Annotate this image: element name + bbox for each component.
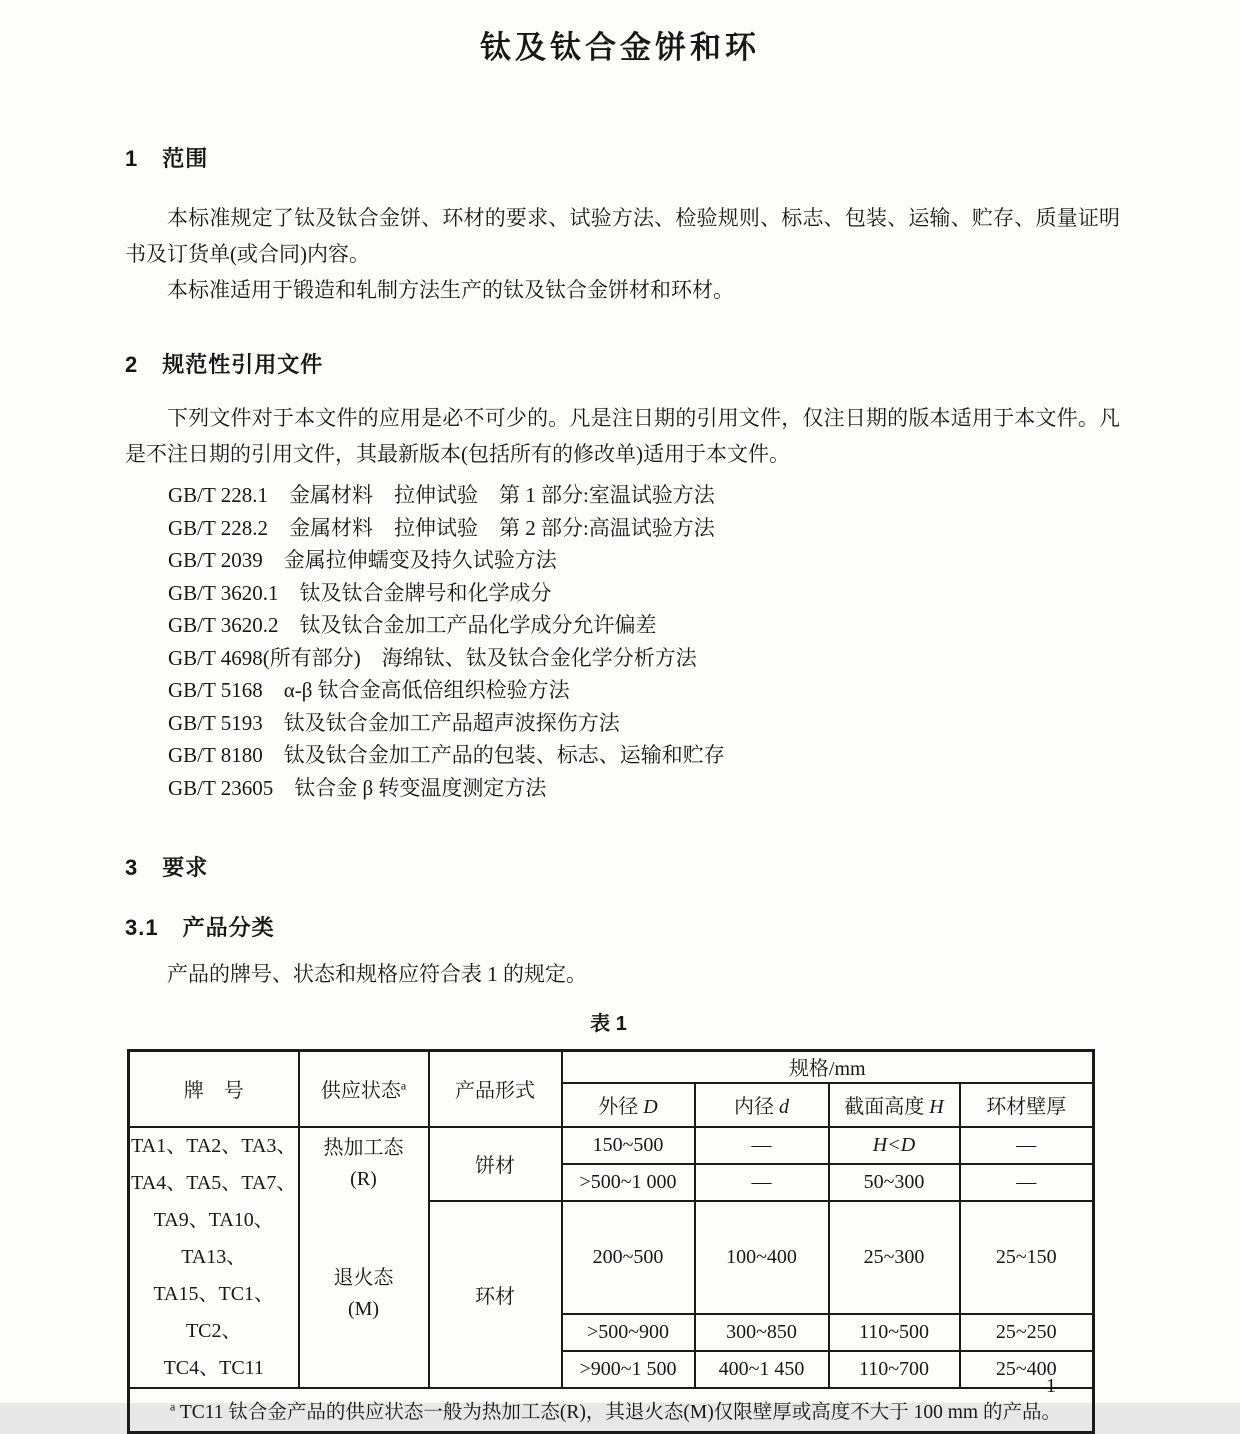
spec-cell: >500~900 (562, 1314, 695, 1351)
reference-item: GB/T 228.1 金属材料 拉伸试验 第 1 部分:室温试验方法 (168, 483, 715, 507)
scope-paragraph-2: 本标准适用于锻造和轧制方法生产的钛及钛合金饼材和环材。 (167, 278, 734, 302)
supply-state-hot-cell (299, 1127, 429, 1201)
footnote-superscript: a (170, 1399, 176, 1414)
spec-cell: >900~1 500 (562, 1351, 695, 1388)
product-form-header (429, 1051, 562, 1127)
spec-cell: 25~400 (960, 1351, 1094, 1388)
grade-line: TA4、TA5、TA7、 (131, 1171, 297, 1194)
supply-state-annealed-code: (M) (347, 1297, 380, 1320)
wall-thickness-header (960, 1083, 1094, 1127)
document-title: 钛及钛合金饼和环 (480, 30, 760, 65)
spec-cell: 200~500 (562, 1201, 695, 1314)
supply-state-superscript: a (400, 1078, 407, 1093)
scope-heading (125, 142, 208, 173)
spec-cell: 100~400 (695, 1201, 829, 1314)
spec-cell: 25~250 (960, 1314, 1094, 1351)
scope-body (125, 200, 1120, 308)
table-1 (127, 1049, 1095, 1434)
spec-cell: — (960, 1164, 1094, 1201)
scope-paragraph-1: 本标准规定了钛及钛合金饼、环材的要求、试验方法、检验规则、标志、包装、运输、贮存、质量证明书及订货单(或合同)内容。 (125, 206, 1120, 266)
spec-cell: — (695, 1127, 829, 1164)
supply-state-header-label: 供应状态 (320, 1080, 401, 1103)
supply-state-hot-code: (R) (350, 1168, 377, 1190)
supply-state-annealed-cell (299, 1201, 429, 1388)
grade-cell (129, 1127, 299, 1388)
grade-line: TA1、TA2、TA3、 (131, 1134, 297, 1157)
inner-diameter-label: 内径 (734, 1096, 779, 1118)
outer-diameter-symbol: D (643, 1096, 658, 1118)
product-form-ring-cell: 环材 (429, 1201, 562, 1388)
outer-diameter-label: 外径 (598, 1096, 644, 1118)
inner-diameter-header (695, 1083, 829, 1127)
classification-body (125, 956, 1120, 992)
spec-cell: — (960, 1127, 1094, 1164)
spec-cell: >500~1 000 (562, 1164, 695, 1201)
grade-header-label: 牌 号 (183, 1080, 244, 1103)
table-footnote (129, 1388, 1094, 1433)
spec-cell: 50~300 (829, 1164, 960, 1201)
grade-line: TA15、TC1、TC2、 (153, 1282, 275, 1342)
references-list (168, 479, 1118, 804)
reference-item: GB/T 228.2 金属材料 拉伸试验 第 2 部分:高温试验方法 (168, 515, 715, 540)
supply-state-annealed-line: 退火态 (333, 1266, 394, 1289)
references-intro-block (125, 400, 1120, 472)
heading-title: 产品分类 (182, 915, 275, 940)
spec-cell: 110~700 (829, 1351, 960, 1388)
spec-cell: 25~300 (829, 1201, 960, 1314)
grade-line: TA9、TA10、TA13、 (153, 1208, 274, 1268)
spec-cell: — (695, 1164, 829, 1201)
heading-number: 1 (125, 146, 139, 171)
spec-cell: 300~850 (695, 1314, 829, 1351)
table-caption: 表 1 (590, 1013, 627, 1035)
references-heading (125, 348, 323, 379)
reference-item: GB/T 3620.1 钛及钛合金牌号和化学成分 (168, 580, 552, 605)
grade-line: TC4、TC11 (163, 1356, 264, 1379)
spec-cell: 400~1 450 (695, 1351, 829, 1388)
heading-title: 范围 (162, 146, 209, 171)
outer-diameter-header (562, 1083, 695, 1127)
spec-cell: 110~500 (829, 1314, 960, 1351)
section-height-label: 截面高度 (844, 1096, 930, 1118)
spec-group-header (562, 1051, 1094, 1083)
inner-diameter-symbol: d (779, 1096, 789, 1118)
reference-item: GB/T 8180 钛及钛合金加工产品的包装、标志、运输和贮存 (168, 743, 725, 767)
requirements-heading (125, 851, 208, 882)
spec-cell: H<D (829, 1127, 960, 1164)
supply-state-hot-line: 热加工态 (323, 1137, 404, 1159)
product-form-cake-cell: 饼材 (429, 1127, 562, 1201)
grade-header (129, 1051, 299, 1127)
reference-item: GB/T 23605 钛合金 β 转变温度测定方法 (168, 775, 547, 800)
spec-cell: 150~500 (562, 1127, 695, 1164)
wall-thickness-label: 环材壁厚 (986, 1096, 1067, 1118)
reference-item: GB/T 2039 金属拉伸蠕变及持久试验方法 (168, 548, 557, 572)
section-height-symbol: H (929, 1096, 944, 1118)
heading-title: 要求 (162, 855, 209, 880)
spec-cell: 25~150 (960, 1201, 1094, 1314)
heading-number: 3.1 (125, 915, 159, 940)
heading-number: 2 (125, 352, 139, 377)
classification-heading (125, 911, 275, 942)
product-form-header-label: 产品形式 (455, 1080, 535, 1103)
section-height-header (829, 1083, 960, 1127)
spec-group-header-label: 规格/mm (788, 1058, 866, 1081)
references-intro: 下列文件对于本文件的应用是必不可少的。凡是注日期的引用文件，仅注日期的版本适用于本文件。凡是不注日期的引用文件，其最新版本(包括所有的修改单)适用于本文件。 (125, 406, 1120, 466)
reference-item: GB/T 3620.2 钛及钛合金加工产品化学成分允许偏差 (168, 613, 657, 637)
reference-item: GB/T 4698(所有部分) 海绵钛、钛及钛合金化学分析方法 (168, 645, 697, 670)
heading-title: 规范性引用文件 (162, 352, 324, 377)
page-number: 1 (1046, 1375, 1056, 1397)
reference-item: GB/T 5193 钛及钛合金加工产品超声波探伤方法 (168, 710, 620, 735)
reference-item: GB/T 5168 α-β 钛合金高低倍组织检验方法 (168, 678, 570, 702)
supply-state-header (299, 1051, 429, 1127)
heading-number: 3 (125, 855, 139, 880)
footnote-text: TC11 钛合金产品的供应状态一般为热加工态(R)，其退火态(M)仅限壁厚或高度不大于 100 mm 的产品。 (175, 1401, 1061, 1423)
classification-paragraph: 产品的牌号、状态和规格应符合表 1 的规定。 (167, 962, 587, 986)
